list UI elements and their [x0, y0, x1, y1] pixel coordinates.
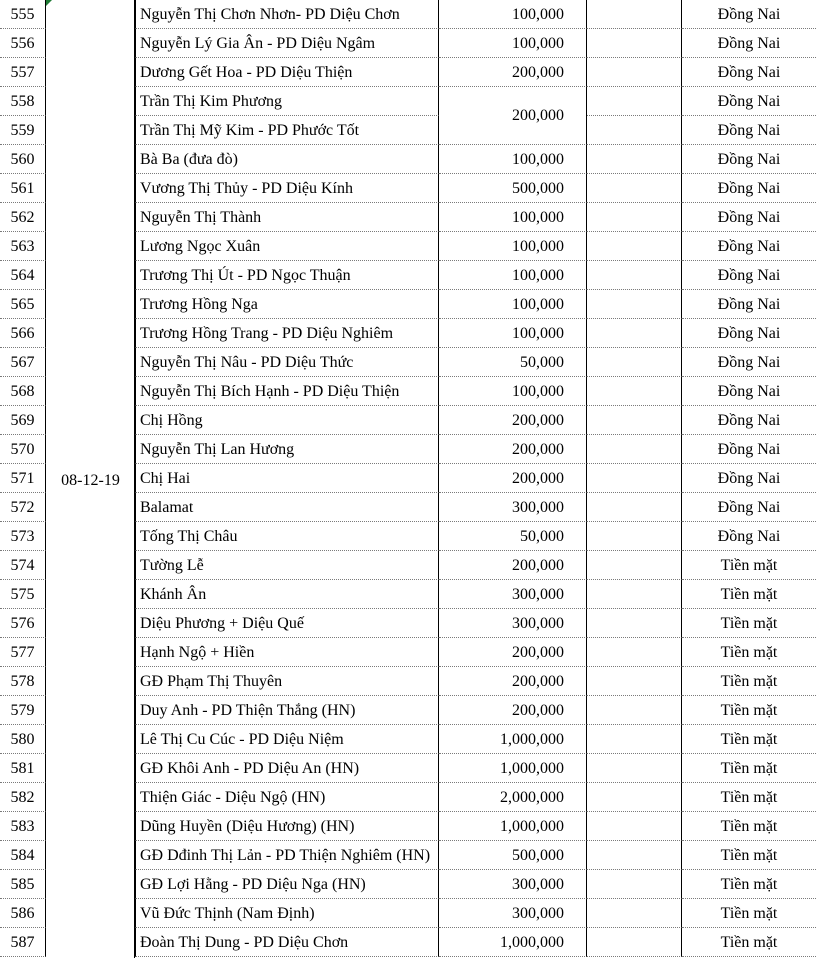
empty-cell[interactable]	[587, 261, 682, 290]
donor-name-cell[interactable]: Lê Thị Cu Cúc - PD Diệu Niệm	[135, 725, 439, 754]
donor-name-cell[interactable]: Dương Gết Hoa - PD Diệu Thiện	[135, 58, 439, 87]
donor-name-cell[interactable]: Trương Hồng Trang - PD Diệu Nghiêm	[135, 319, 439, 348]
row-number-cell[interactable]: 567	[0, 348, 46, 377]
amount-cell[interactable]: 300,000	[439, 493, 587, 522]
donor-name-cell[interactable]: Duy Anh - PD Thiện Thắng (HN)	[135, 696, 439, 725]
empty-cell[interactable]	[587, 87, 682, 116]
donor-name-cell[interactable]: Nguyễn Lý Gia Ân - PD Diệu Ngâm	[135, 29, 439, 58]
payment-method-cell[interactable]: Tiền mặt	[682, 812, 816, 841]
payment-method-cell[interactable]: Đồng Nai	[682, 261, 816, 290]
payment-method-cell[interactable]: Tiền mặt	[682, 841, 816, 870]
amount-cell[interactable]: 500,000	[439, 174, 587, 203]
amount-cell[interactable]: 100,000	[439, 232, 587, 261]
row-number-cell[interactable]: 559	[0, 116, 46, 145]
amount-cell[interactable]: 50,000	[439, 348, 587, 377]
empty-cell[interactable]	[587, 667, 682, 696]
empty-cell[interactable]	[587, 29, 682, 58]
payment-method-cell[interactable]: Tiền mặt	[682, 754, 816, 783]
amount-cell[interactable]: 500,000	[439, 841, 587, 870]
row-number-cell[interactable]: 587	[0, 928, 46, 957]
donor-name-cell[interactable]: Chị Hồng	[135, 406, 439, 435]
payment-method-cell[interactable]: Tiền mặt	[682, 783, 816, 812]
amount-cell[interactable]: 200,000	[439, 464, 587, 493]
amount-cell[interactable]: 100,000	[439, 290, 587, 319]
amount-cell[interactable]: 200,000	[439, 551, 587, 580]
empty-cell[interactable]	[587, 725, 682, 754]
row-number-cell[interactable]: 576	[0, 609, 46, 638]
row-number-cell[interactable]: 575	[0, 580, 46, 609]
date-cell[interactable]: 08-12-19	[61, 472, 120, 489]
payment-method-cell[interactable]: Đồng Nai	[682, 435, 816, 464]
empty-cell[interactable]	[587, 928, 682, 957]
row-number-cell[interactable]: 584	[0, 841, 46, 870]
donor-name-cell[interactable]: Vũ Đức Thịnh (Nam Định)	[135, 899, 439, 928]
payment-method-cell[interactable]: Đồng Nai	[682, 348, 816, 377]
row-number-cell[interactable]: 561	[0, 174, 46, 203]
donor-name-cell[interactable]: Lương Ngọc Xuân	[135, 232, 439, 261]
empty-cell[interactable]	[587, 493, 682, 522]
donor-name-cell[interactable]: Vương Thị Thủy - PD Diệu Kính	[135, 174, 439, 203]
donor-name-cell[interactable]: GĐ Dđinh Thị Lản - PD Thiện Nghiêm (HN)	[135, 841, 439, 870]
empty-cell[interactable]	[587, 203, 682, 232]
donor-name-cell[interactable]: Diệu Phương + Diệu Quế	[135, 609, 439, 638]
empty-cell[interactable]	[587, 580, 682, 609]
empty-cell[interactable]	[587, 435, 682, 464]
empty-cell[interactable]	[587, 899, 682, 928]
payment-method-cell[interactable]: Tiền mặt	[682, 696, 816, 725]
row-number-cell[interactable]: 558	[0, 87, 46, 116]
amount-cell[interactable]: 300,000	[439, 609, 587, 638]
payment-method-cell[interactable]: Đồng Nai	[682, 116, 816, 145]
empty-cell[interactable]	[587, 522, 682, 551]
donor-name-cell[interactable]: Hạnh Ngộ + Hiền	[135, 638, 439, 667]
amount-cell[interactable]: 100,000	[439, 261, 587, 290]
empty-cell[interactable]	[587, 754, 682, 783]
amount-cell[interactable]: 200,000	[439, 667, 587, 696]
row-number-cell[interactable]: 574	[0, 551, 46, 580]
empty-cell[interactable]	[587, 406, 682, 435]
row-number-cell[interactable]: 571	[0, 464, 46, 493]
empty-cell[interactable]	[587, 870, 682, 899]
row-number-cell[interactable]: 578	[0, 667, 46, 696]
row-number-cell[interactable]: 556	[0, 29, 46, 58]
payment-method-cell[interactable]: Tiền mặt	[682, 551, 816, 580]
donor-name-cell[interactable]: Chị Hai	[135, 464, 439, 493]
amount-cell[interactable]: 100,000	[439, 29, 587, 58]
empty-cell[interactable]	[587, 0, 682, 29]
donor-name-cell[interactable]: Balamat	[135, 493, 439, 522]
row-number-cell[interactable]: 565	[0, 290, 46, 319]
payment-method-cell[interactable]: Đồng Nai	[682, 377, 816, 406]
empty-cell[interactable]	[587, 638, 682, 667]
empty-cell[interactable]	[587, 464, 682, 493]
donor-name-cell[interactable]: Nguyễn Thị Nâu - PD Diệu Thức	[135, 348, 439, 377]
empty-cell[interactable]	[587, 696, 682, 725]
payment-method-cell[interactable]: Đồng Nai	[682, 406, 816, 435]
amount-cell[interactable]: 200,000	[439, 638, 587, 667]
payment-method-cell[interactable]: Tiền mặt	[682, 928, 816, 957]
empty-cell[interactable]	[587, 377, 682, 406]
payment-method-cell[interactable]: Đồng Nai	[682, 319, 816, 348]
donor-name-cell[interactable]: Trần Thị Mỹ Kim - PD Phước Tốt	[135, 116, 439, 145]
donor-name-cell[interactable]: Nguyễn Thị Chơn Nhơn- PD Diệu Chơn	[135, 0, 439, 29]
payment-method-cell[interactable]: Đồng Nai	[682, 29, 816, 58]
amount-cell[interactable]: 300,000	[439, 580, 587, 609]
payment-method-cell[interactable]: Đồng Nai	[682, 232, 816, 261]
amount-cell[interactable]: 1,000,000	[439, 725, 587, 754]
empty-cell[interactable]	[587, 290, 682, 319]
row-number-cell[interactable]: 582	[0, 783, 46, 812]
donor-name-cell[interactable]: Đoàn Thị Dung - PD Diệu Chơn	[135, 928, 439, 957]
row-number-cell[interactable]: 555	[0, 0, 46, 29]
payment-method-cell[interactable]: Tiền mặt	[682, 667, 816, 696]
amount-cell[interactable]: 100,000	[439, 203, 587, 232]
amount-cell[interactable]: 300,000	[439, 870, 587, 899]
donor-name-cell[interactable]: Tường Lễ	[135, 551, 439, 580]
empty-cell[interactable]	[587, 348, 682, 377]
row-number-cell[interactable]: 563	[0, 232, 46, 261]
row-number-cell[interactable]: 586	[0, 899, 46, 928]
amount-cell[interactable]: 100,000	[439, 145, 587, 174]
payment-method-cell[interactable]: Đồng Nai	[682, 58, 816, 87]
amount-cell[interactable]: 100,000	[439, 377, 587, 406]
amount-cell[interactable]: 1,000,000	[439, 754, 587, 783]
payment-method-cell[interactable]: Tiền mặt	[682, 899, 816, 928]
row-number-cell[interactable]: 579	[0, 696, 46, 725]
amount-cell[interactable]: 1,000,000	[439, 928, 587, 957]
donor-name-cell[interactable]: Trần Thị Kim Phương	[135, 87, 439, 116]
row-number-cell[interactable]: 573	[0, 522, 46, 551]
empty-cell[interactable]	[587, 145, 682, 174]
row-number-cell[interactable]: 564	[0, 261, 46, 290]
row-number-cell[interactable]: 570	[0, 435, 46, 464]
payment-method-cell[interactable]: Tiền mặt	[682, 638, 816, 667]
empty-cell[interactable]	[587, 232, 682, 261]
row-number-cell[interactable]: 577	[0, 638, 46, 667]
empty-cell[interactable]	[587, 609, 682, 638]
payment-method-cell[interactable]: Đồng Nai	[682, 174, 816, 203]
donor-name-cell[interactable]: Trương Thị Út - PD Ngọc Thuận	[135, 261, 439, 290]
row-number-cell[interactable]: 568	[0, 377, 46, 406]
donor-name-cell[interactable]: Tống Thị Châu	[135, 522, 439, 551]
donor-name-cell[interactable]: Dũng Huyền (Diệu Hương) (HN)	[135, 812, 439, 841]
payment-method-cell[interactable]: Tiền mặt	[682, 725, 816, 754]
amount-cell[interactable]: 2,000,000	[439, 783, 587, 812]
amount-cell[interactable]: 50,000	[439, 522, 587, 551]
donor-name-cell[interactable]: Trương Hồng Nga	[135, 290, 439, 319]
empty-cell[interactable]	[587, 174, 682, 203]
donor-name-cell[interactable]: Nguyễn Thị Bích Hạnh - PD Diệu Thiện	[135, 377, 439, 406]
donor-name-cell[interactable]: Thiện Giác - Diệu Ngộ (HN)	[135, 783, 439, 812]
payment-method-cell[interactable]: Đồng Nai	[682, 203, 816, 232]
donor-name-cell[interactable]: Nguyễn Thị Lan Hương	[135, 435, 439, 464]
row-number-cell[interactable]: 581	[0, 754, 46, 783]
empty-cell[interactable]	[587, 551, 682, 580]
amount-cell[interactable]: 200,000	[439, 435, 587, 464]
payment-method-cell[interactable]: Đồng Nai	[682, 0, 816, 29]
payment-method-cell[interactable]: Đồng Nai	[682, 290, 816, 319]
row-number-cell[interactable]: 569	[0, 406, 46, 435]
donor-name-cell[interactable]: Bà Ba (đưa đò)	[135, 145, 439, 174]
payment-method-cell[interactable]: Đồng Nai	[682, 493, 816, 522]
amount-cell[interactable]: 100,000	[439, 319, 587, 348]
payment-method-cell[interactable]: Đồng Nai	[682, 522, 816, 551]
payment-method-cell[interactable]: Đồng Nai	[682, 145, 816, 174]
row-number-cell[interactable]: 572	[0, 493, 46, 522]
amount-cell[interactable]: 300,000	[439, 899, 587, 928]
amount-cell[interactable]: 1,000,000	[439, 812, 587, 841]
row-number-cell[interactable]: 580	[0, 725, 46, 754]
row-number-cell[interactable]: 585	[0, 870, 46, 899]
payment-method-cell[interactable]: Đồng Nai	[682, 87, 816, 116]
row-number-cell[interactable]: 560	[0, 145, 46, 174]
row-number-cell[interactable]: 566	[0, 319, 46, 348]
payment-method-cell[interactable]: Đồng Nai	[682, 464, 816, 493]
empty-cell[interactable]	[587, 319, 682, 348]
payment-method-cell[interactable]: Tiền mặt	[682, 870, 816, 899]
donor-name-cell[interactable]: GĐ Lợi Hằng - PD Diệu Nga (HN)	[135, 870, 439, 899]
row-number-cell[interactable]: 562	[0, 203, 46, 232]
donor-name-cell[interactable]: Nguyễn Thị Thành	[135, 203, 439, 232]
amount-cell[interactable]: 200,000	[439, 696, 587, 725]
donor-name-cell[interactable]: GĐ Phạm Thị Thuyên	[135, 667, 439, 696]
amount-cell[interactable]: 200,000	[439, 58, 587, 87]
amount-cell[interactable]: 200,000	[439, 406, 587, 435]
merged-amount-cell[interactable]: 200,000	[439, 87, 587, 145]
empty-cell[interactable]	[587, 58, 682, 87]
empty-cell[interactable]	[587, 116, 682, 145]
row-number-cell[interactable]: 557	[0, 58, 46, 87]
donor-name-cell[interactable]: Khánh Ân	[135, 580, 439, 609]
empty-cell[interactable]	[587, 812, 682, 841]
empty-cell[interactable]	[587, 783, 682, 812]
payment-method-cell[interactable]: Tiền mặt	[682, 609, 816, 638]
empty-cell[interactable]	[587, 841, 682, 870]
donor-name-cell[interactable]: GĐ Khôi Anh - PD Diệu An (HN)	[135, 754, 439, 783]
row-number-cell[interactable]: 583	[0, 812, 46, 841]
payment-method-cell[interactable]: Tiền mặt	[682, 580, 816, 609]
amount-cell[interactable]: 100,000	[439, 0, 587, 29]
